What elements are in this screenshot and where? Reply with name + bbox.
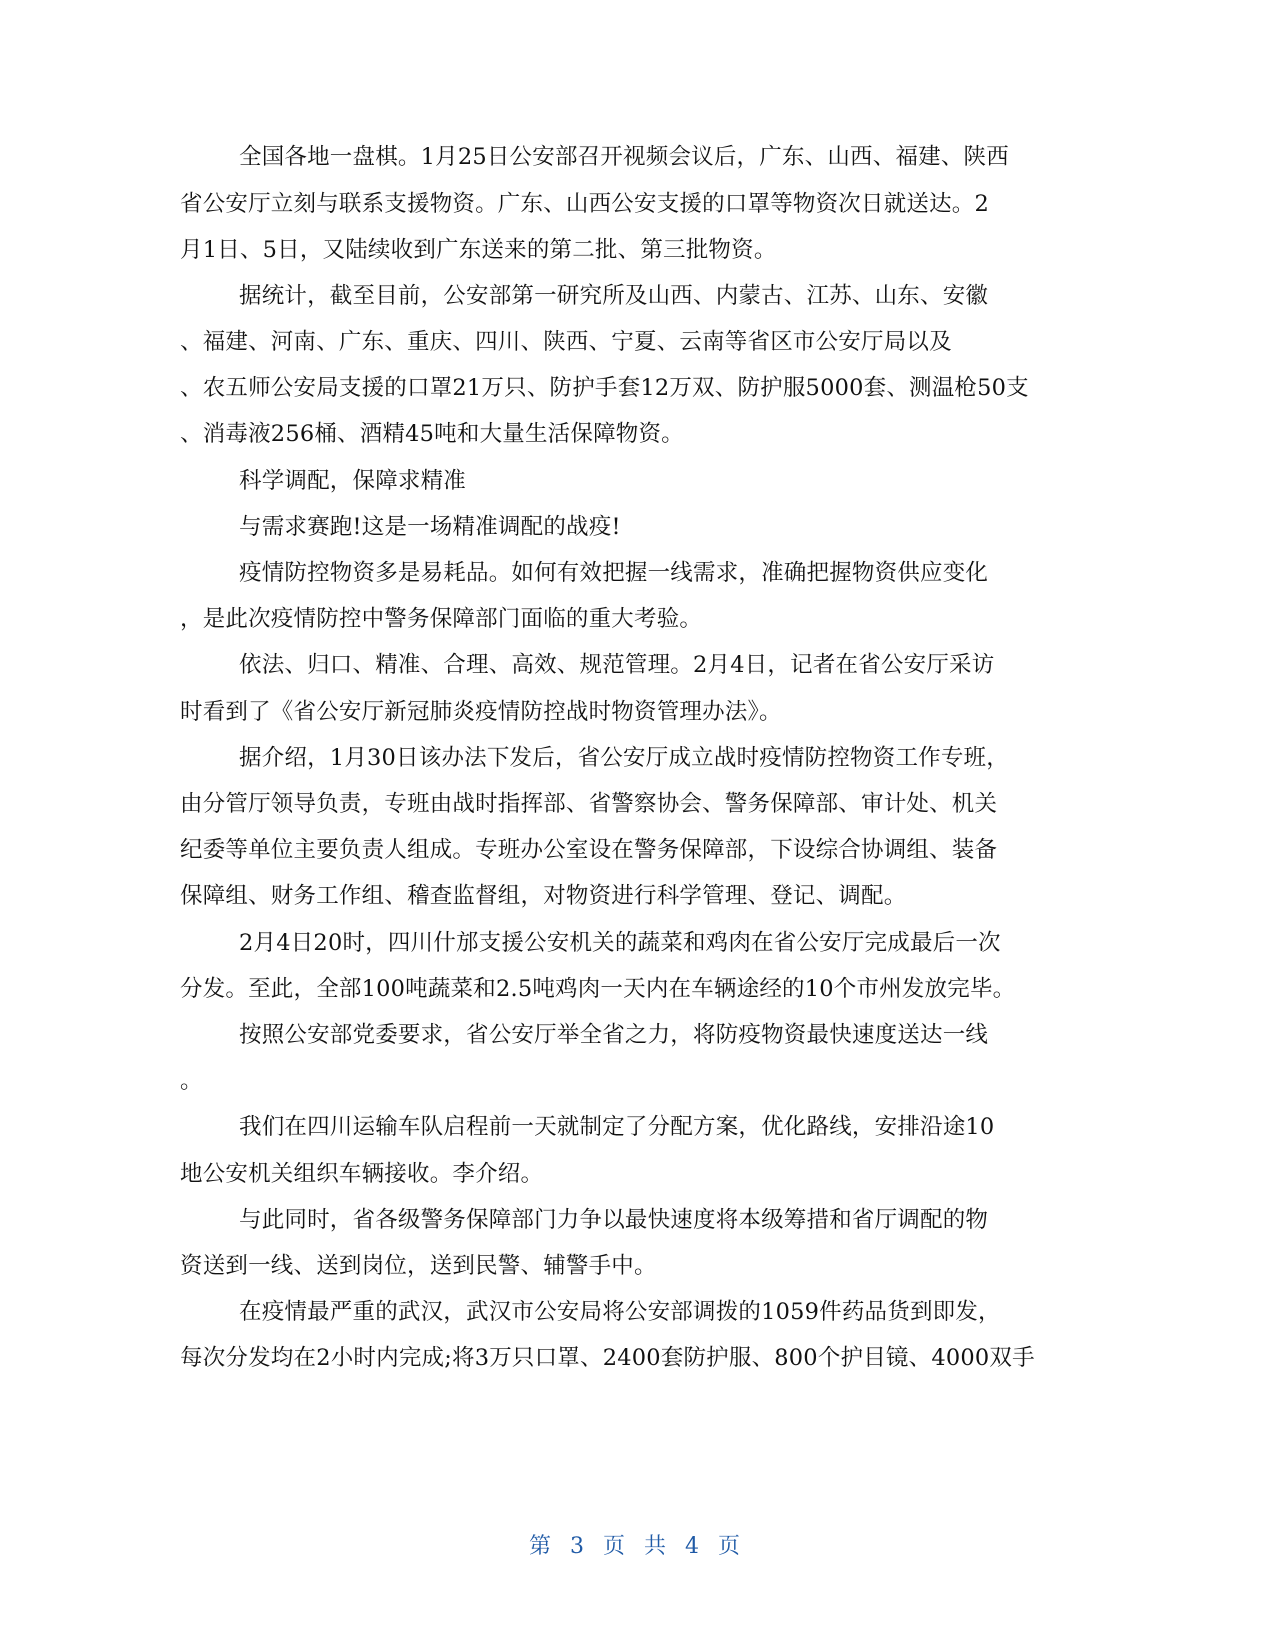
text-line: 、福建、河南、广东、重庆、四川、陕西、宁夏、云南等省区市公安厅局以及 bbox=[180, 329, 952, 355]
text-line: 地公安机关组织车辆接收。李介绍。 bbox=[180, 1161, 544, 1187]
text-line: 时看到了《省公安厅新冠肺炎疫情防控战时物资管理办法》。 bbox=[180, 699, 782, 725]
text-line: 2月4日20时，四川什邡支援公安机关的蔬菜和鸡肉在省公安厅完成最后一次 bbox=[239, 930, 1001, 956]
text-line: ，是此次疫情防控中警务保障部门面临的重大考验。 bbox=[180, 606, 703, 632]
text-line: 省公安厅立刻与联系支援物资。广东、山西公安支援的口罩等物资次日就送达。2 bbox=[180, 191, 990, 217]
text-line: 纪委等单位主要负责人组成。专班办公室设在警务保障部，下设综合协调组、装备 bbox=[180, 837, 998, 863]
text-line: 每次分发均在2小时内完成;将3万只口罩、2400套防护服、800个护目镜、4000双手 bbox=[180, 1345, 1035, 1371]
text-line: 月1日、5日，又陆续收到广东送来的第二批、第三批物资。 bbox=[180, 237, 777, 263]
text-line: 据介绍，1月30日该办法下发后，省公安厅成立战时疫情防控物资工作专班， bbox=[239, 745, 1009, 771]
text-line: 资送到一线、送到岗位，送到民警、辅警手中。 bbox=[180, 1253, 657, 1279]
text-line: 据统计，截至目前，公安部第一研究所及山西、内蒙古、江苏、山东、安徽 bbox=[239, 283, 989, 309]
text-line: 由分管厅领导负责，专班由战时指挥部、省警察协会、警务保障部、审计处、机关 bbox=[180, 791, 998, 817]
text-line: 全国各地一盘棋。1月25日公安部召开视频会议后，广东、山西、福建、陕西 bbox=[239, 144, 1009, 170]
text-line: 我们在四川运输车队启程前一天就制定了分配方案，优化路线，安排沿途10 bbox=[239, 1114, 995, 1140]
text-line: 在疫情最严重的武汉，武汉市公安局将公安部调拨的1059件药品货到即发， bbox=[239, 1299, 1001, 1325]
section-heading: 科学调配，保障求精准 bbox=[239, 468, 467, 494]
text-line: 与此同时，省各级警务保障部门力争以最快速度将本级筹措和省厅调配的物 bbox=[239, 1207, 989, 1233]
text-line: 与需求赛跑!这是一场精准调配的战疫! bbox=[239, 514, 621, 540]
page-number-footer: 第 3 页 共 4 页 bbox=[529, 1534, 746, 1559]
text-line: 、消毒液256桶、酒精45吨和大量生活保障物资。 bbox=[180, 421, 684, 447]
text-line: 按照公安部党委要求，省公安厅举全省之力，将防疫物资最快速度送达一线 bbox=[239, 1022, 989, 1048]
text-line: 保障组、财务工作组、稽查监督组，对物资进行科学管理、登记、调配。 bbox=[180, 883, 907, 909]
text-line: 。 bbox=[180, 1068, 203, 1094]
text-line: 依法、归口、精准、合理、高效、规范管理。2月4日，记者在省公安厅采访 bbox=[239, 652, 995, 678]
text-line: 疫情防控物资多是易耗品。如何有效把握一线需求，准确把握物资供应变化 bbox=[239, 560, 989, 586]
text-line: 、农五师公安局支援的口罩21万只、防护手套12万双、防护服5000套、测温枪50支 bbox=[180, 375, 1029, 401]
text-line: 分发。至此，全部100吨蔬菜和2.5吨鸡肉一天内在车辆途经的10个市州发放完毕。 bbox=[180, 976, 1016, 1002]
